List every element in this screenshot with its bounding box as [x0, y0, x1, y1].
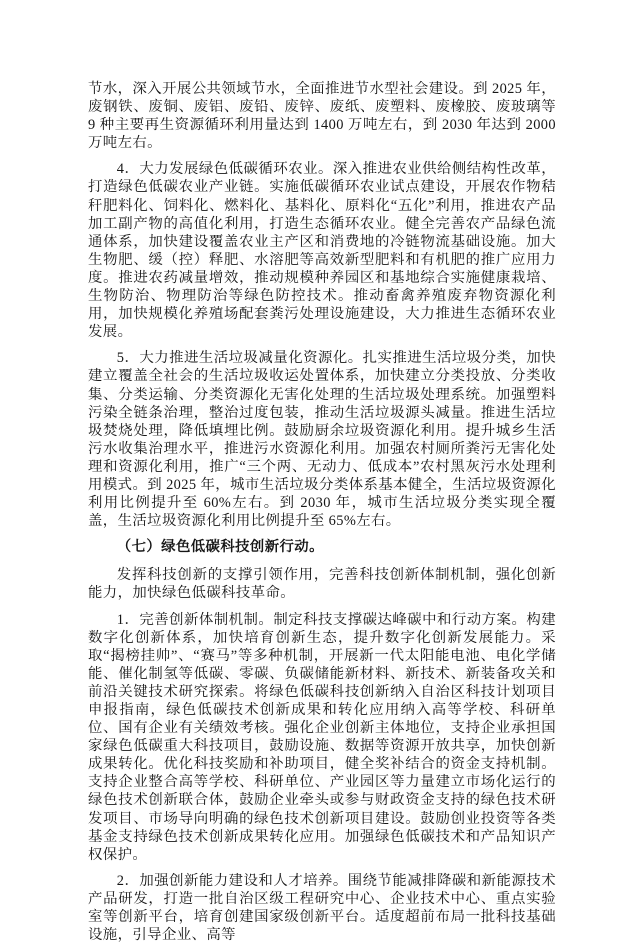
paragraph-item-1-innovation-mechanism: 1．完善创新体制机制。制定科技支撑碳达峰碳中和行动方案。构建数字化创新体系，加快培育创新生态，提升数字化创新发展能力。采取“揭榜挂帅”、“赛马”等多种机制，开展新一代太阳能电池、电化学储能、催化制氢等低碳、零碳、负碳储能新材料、新技术、新装备攻关和前沿关键技术研究探索。将绿色低碳科技创新纳入自治区科技计划项目申报指南，绿色低碳技术创新成果和转化应用纳入高等学校、科研单位、国有企业有关绩效考核。强化企业创新主体地位，支持企业承担国家绿色低碳重大科技项目，鼓励设施、数据等资源开放共享，加快创新成果转化。优化科技奖励和补助项目，健全奖补结合的资金支持机制。支持企业整合高等学校、科研单位、产业园区等力量建立市场化运行的绿色技术创新联合体，鼓励企业牵头或参与财政资金支持的绿色技术研发项目、市场导向明确的绿色技术创新项目建设。鼓励创业投资等各类基金支持绿色技术创新成果转化应用。加强绿色低碳技术和产品知识产权保护。 [88, 611, 556, 863]
paragraph-item-4-green-agriculture: 4．大力发展绿色低碳循环农业。深入推进农业供给侧结构性改革，打造绿色低碳农业产业链。实施低碳循环农业试点建设，开展农作物秸秆肥料化、饲料化、燃料化、基料化、原料化“五化”利用，推进农产品加工副产物的高值化利用，打造生态循环农业。健全完善农产品绿色流通体系，加快建设覆盖农业主产区和消费地的冷链物流基础设施。加大生物肥、缓（控）释肥、水溶肥等高效新型肥料和有机肥的推广应用力度。推进农药减量增效，推动规模种养园区和基地综合实施健康栽培、生物防治、物理防治等绿色防控技术。推动畜禽养殖废弃物资源化利用，加快规模化养殖场配套粪污处理设施建设，大力推进生态循环农业发展。 [88, 161, 556, 341]
paragraph-water-recycling-continuation: 节水，深入开展公共领域节水，全面推进节水型社会建设。到 2025 年，废钢铁、废铜、废铝、废铅、废锌、废纸、废塑料、废橡胶、废玻璃等 9 种主要再生资源循环利用量达到 1400 万吨左右，到 2030 年达到 2000 万吨左右。 [88, 81, 556, 152]
paragraph-item-5-waste-reduction: 5．大力推进生活垃圾减量化资源化。扎实推进生活垃圾分类，加快建立覆盖全社会的生活垃圾收运处置体系，加快建立分类投放、分类收集、分类运输、分类资源化无害化处理的生活垃圾处理系统。加强塑料污染全链条治理，整治过度包装，推动生活垃圾源头减量。推进生活垃圾焚烧处理，降低填埋比例。鼓励厨余垃圾资源化利用。提升城乡生活污水收集治理水平，推进污水资源化利用。加强农村厕所粪污无害化处理和资源化利用，推广“三个两、无动力、低成本”农村黑灰污水处理利用模式。到 2025 年，城市生活垃圾分类体系基本健全，生活垃圾资源化利用比例提升至 60%左右。到 2030 年，城市生活垃圾分类实现全覆盖，生活垃圾资源化利用比例提升至 65%左右。 [88, 350, 556, 530]
paragraph-item-2-capacity-talent: 2．加强创新能力建设和人才培养。围绕节能减排降碳和新能源技术产品研发，打造一批自治区级工程研究中心、企业技术中心、重点实验室等创新平台，培育创建国家级创新平台。适度超前布局一批科技基础设施，引导企业、高等 [88, 872, 556, 944]
paragraph-innovation-intro: 发挥科技创新的支撑引领作用，完善科技创新体制机制，强化创新能力，加快绿色低碳科技革命。 [88, 567, 556, 602]
section-heading-7-green-tech-innovation: （七）绿色低碳科技创新行动。 [116, 539, 324, 556]
